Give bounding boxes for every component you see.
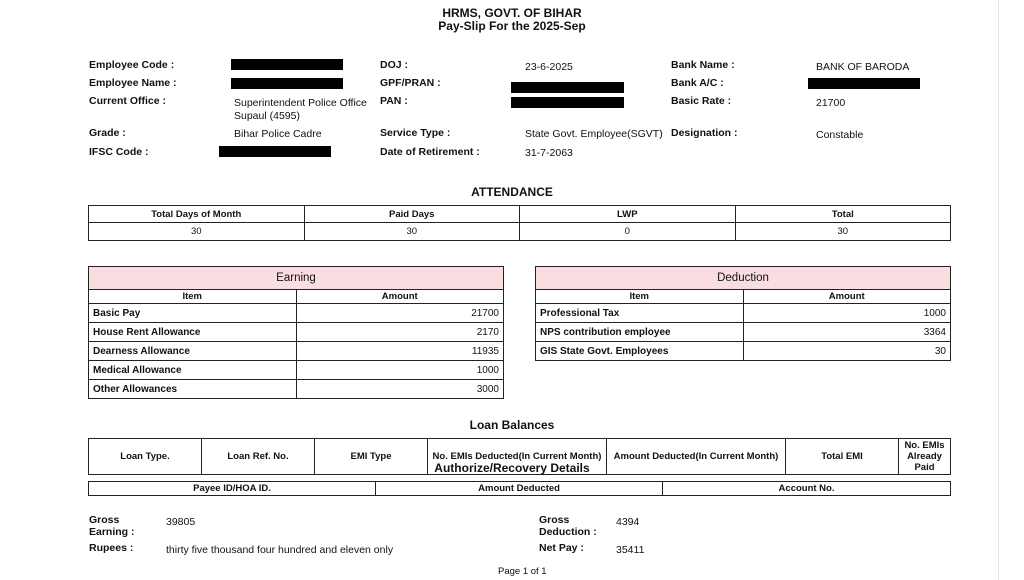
table-row	[89, 380, 504, 399]
table-row	[89, 304, 504, 323]
pan-redaction	[511, 97, 624, 108]
earning-amount: 21700	[296, 304, 504, 323]
earning-table	[88, 266, 504, 399]
bank-ac-label: Bank A/C :	[671, 77, 724, 89]
page-number: Page 1 of 1	[498, 566, 547, 577]
deduction-title: Deduction	[536, 267, 951, 290]
table-row	[89, 342, 504, 361]
attendance-header-paid-days: Paid Days	[304, 206, 520, 223]
ifsc-label: IFSC Code :	[89, 146, 149, 158]
table-row	[536, 342, 951, 361]
attendance-table	[88, 205, 951, 241]
earning-item: Medical Allowance	[89, 361, 297, 380]
deduction-item: NPS contribution employee	[536, 323, 744, 342]
service-type-label: Service Type :	[380, 127, 451, 139]
table-row	[536, 323, 951, 342]
recovery-table	[88, 481, 951, 496]
gpf-redaction	[511, 82, 624, 93]
gross-earning-value: 39805	[166, 516, 196, 528]
grade-label: Grade :	[89, 127, 126, 139]
current-office-line1: Superintendent Police Office	[234, 97, 367, 109]
doj-label: DOJ :	[380, 59, 409, 71]
deduction-amount: 3364	[743, 323, 951, 342]
deduction-amount: 1000	[743, 304, 951, 323]
deduction-col-item: Item	[536, 290, 744, 304]
retirement-value: 31-7-2063	[525, 147, 573, 159]
earning-item: House Rent Allowance	[89, 323, 297, 342]
retirement-label: Date of Retirement :	[380, 146, 480, 158]
loan-header-ref: Loan Ref. No.	[202, 439, 315, 475]
gpf-label: GPF/PRAN :	[380, 77, 441, 89]
page-subtitle: Pay-Slip For the 2025-Sep	[438, 19, 586, 33]
recovery-title: Authorize/Recovery Details	[434, 461, 590, 475]
page-title: HRMS, GOVT. OF BIHAR	[442, 6, 582, 20]
attendance-paid-days: 30	[304, 223, 520, 241]
bank-name-value: BANK OF BARODA	[816, 61, 910, 73]
basic-rate-value: 21700	[816, 97, 846, 109]
bank-name-label: Bank Name :	[671, 59, 735, 71]
attendance-header-total-days: Total Days of Month	[89, 206, 305, 223]
net-pay-value: 35411	[616, 544, 645, 556]
loan-header-emis-paid: No. EMIs Already Paid	[899, 439, 951, 475]
gross-deduction-label-1: Gross	[539, 514, 570, 526]
table-row	[536, 304, 951, 323]
deduction-item: GIS State Govt. Employees	[536, 342, 744, 361]
earning-amount: 1000	[296, 361, 504, 380]
attendance-total: 30	[735, 223, 951, 241]
grade-value: Bihar Police Cadre	[234, 128, 322, 140]
attendance-title: ATTENDANCE	[471, 185, 553, 199]
bank-ac-redaction	[808, 78, 920, 89]
gross-deduction-value: 4394	[616, 516, 640, 528]
employee-name-redaction	[231, 78, 343, 89]
earning-amount: 2170	[296, 323, 504, 342]
recovery-header-payee: Payee ID/HOA ID.	[89, 482, 376, 496]
recovery-header-amount: Amount Deducted	[376, 482, 663, 496]
earning-item: Dearness Allowance	[89, 342, 297, 361]
attendance-total-days: 30	[89, 223, 305, 241]
earning-amount: 3000	[296, 380, 504, 399]
pan-label: PAN :	[380, 95, 408, 107]
attendance-header-lwp: LWP	[520, 206, 736, 223]
table-row	[89, 361, 504, 380]
deduction-col-amount: Amount	[743, 290, 951, 304]
earning-col-item: Item	[89, 290, 297, 304]
recovery-header-account: Account No.	[663, 482, 951, 496]
current-office-line2: Supaul (4595)	[234, 110, 300, 122]
employee-code-label: Employee Code :	[89, 59, 175, 71]
net-pay-label: Net Pay :	[539, 542, 584, 554]
deduction-item: Professional Tax	[536, 304, 744, 323]
employee-name-label: Employee Name :	[89, 77, 177, 89]
earning-title: Earning	[89, 267, 504, 290]
loan-header-type: Loan Type.	[89, 439, 202, 475]
gross-deduction-label-2: Deduction :	[539, 526, 597, 538]
gross-earning-label-1: Gross	[89, 514, 120, 526]
deduction-table	[535, 266, 951, 361]
gross-earning-label-2: Earning :	[89, 526, 135, 538]
earning-col-amount: Amount	[296, 290, 504, 304]
rupees-value: thirty five thousand four hundred and eleven only	[166, 544, 394, 556]
service-type-value: State Govt. Employee(SGVT)	[525, 128, 663, 140]
attendance-header-total: Total	[735, 206, 951, 223]
attendance-lwp: 0	[520, 223, 736, 241]
loan-title: Loan Balances	[469, 418, 555, 432]
designation-label: Designation :	[671, 127, 738, 139]
ifsc-redaction	[219, 146, 331, 157]
earning-item: Other Allowances	[89, 380, 297, 399]
deduction-amount: 30	[743, 342, 951, 361]
earning-amount: 11935	[296, 342, 504, 361]
loan-header-amount-deducted: Amount Deducted(In Current Month)	[607, 439, 786, 475]
employee-code-redaction	[231, 59, 343, 70]
loan-header-emis-deducted: No. EMIs Deducted(In Current Month)	[428, 439, 607, 475]
earning-item: Basic Pay	[89, 304, 297, 323]
designation-value: Constable	[816, 129, 864, 141]
current-office-label: Current Office :	[89, 95, 167, 107]
loan-header-emi-type: EMI Type	[315, 439, 428, 475]
table-row	[89, 323, 504, 342]
rupees-label: Rupees :	[89, 542, 134, 554]
loan-header-total-emi: Total EMI	[786, 439, 899, 475]
basic-rate-label: Basic Rate :	[671, 95, 732, 107]
doj-value: 23-6-2025	[525, 61, 573, 73]
